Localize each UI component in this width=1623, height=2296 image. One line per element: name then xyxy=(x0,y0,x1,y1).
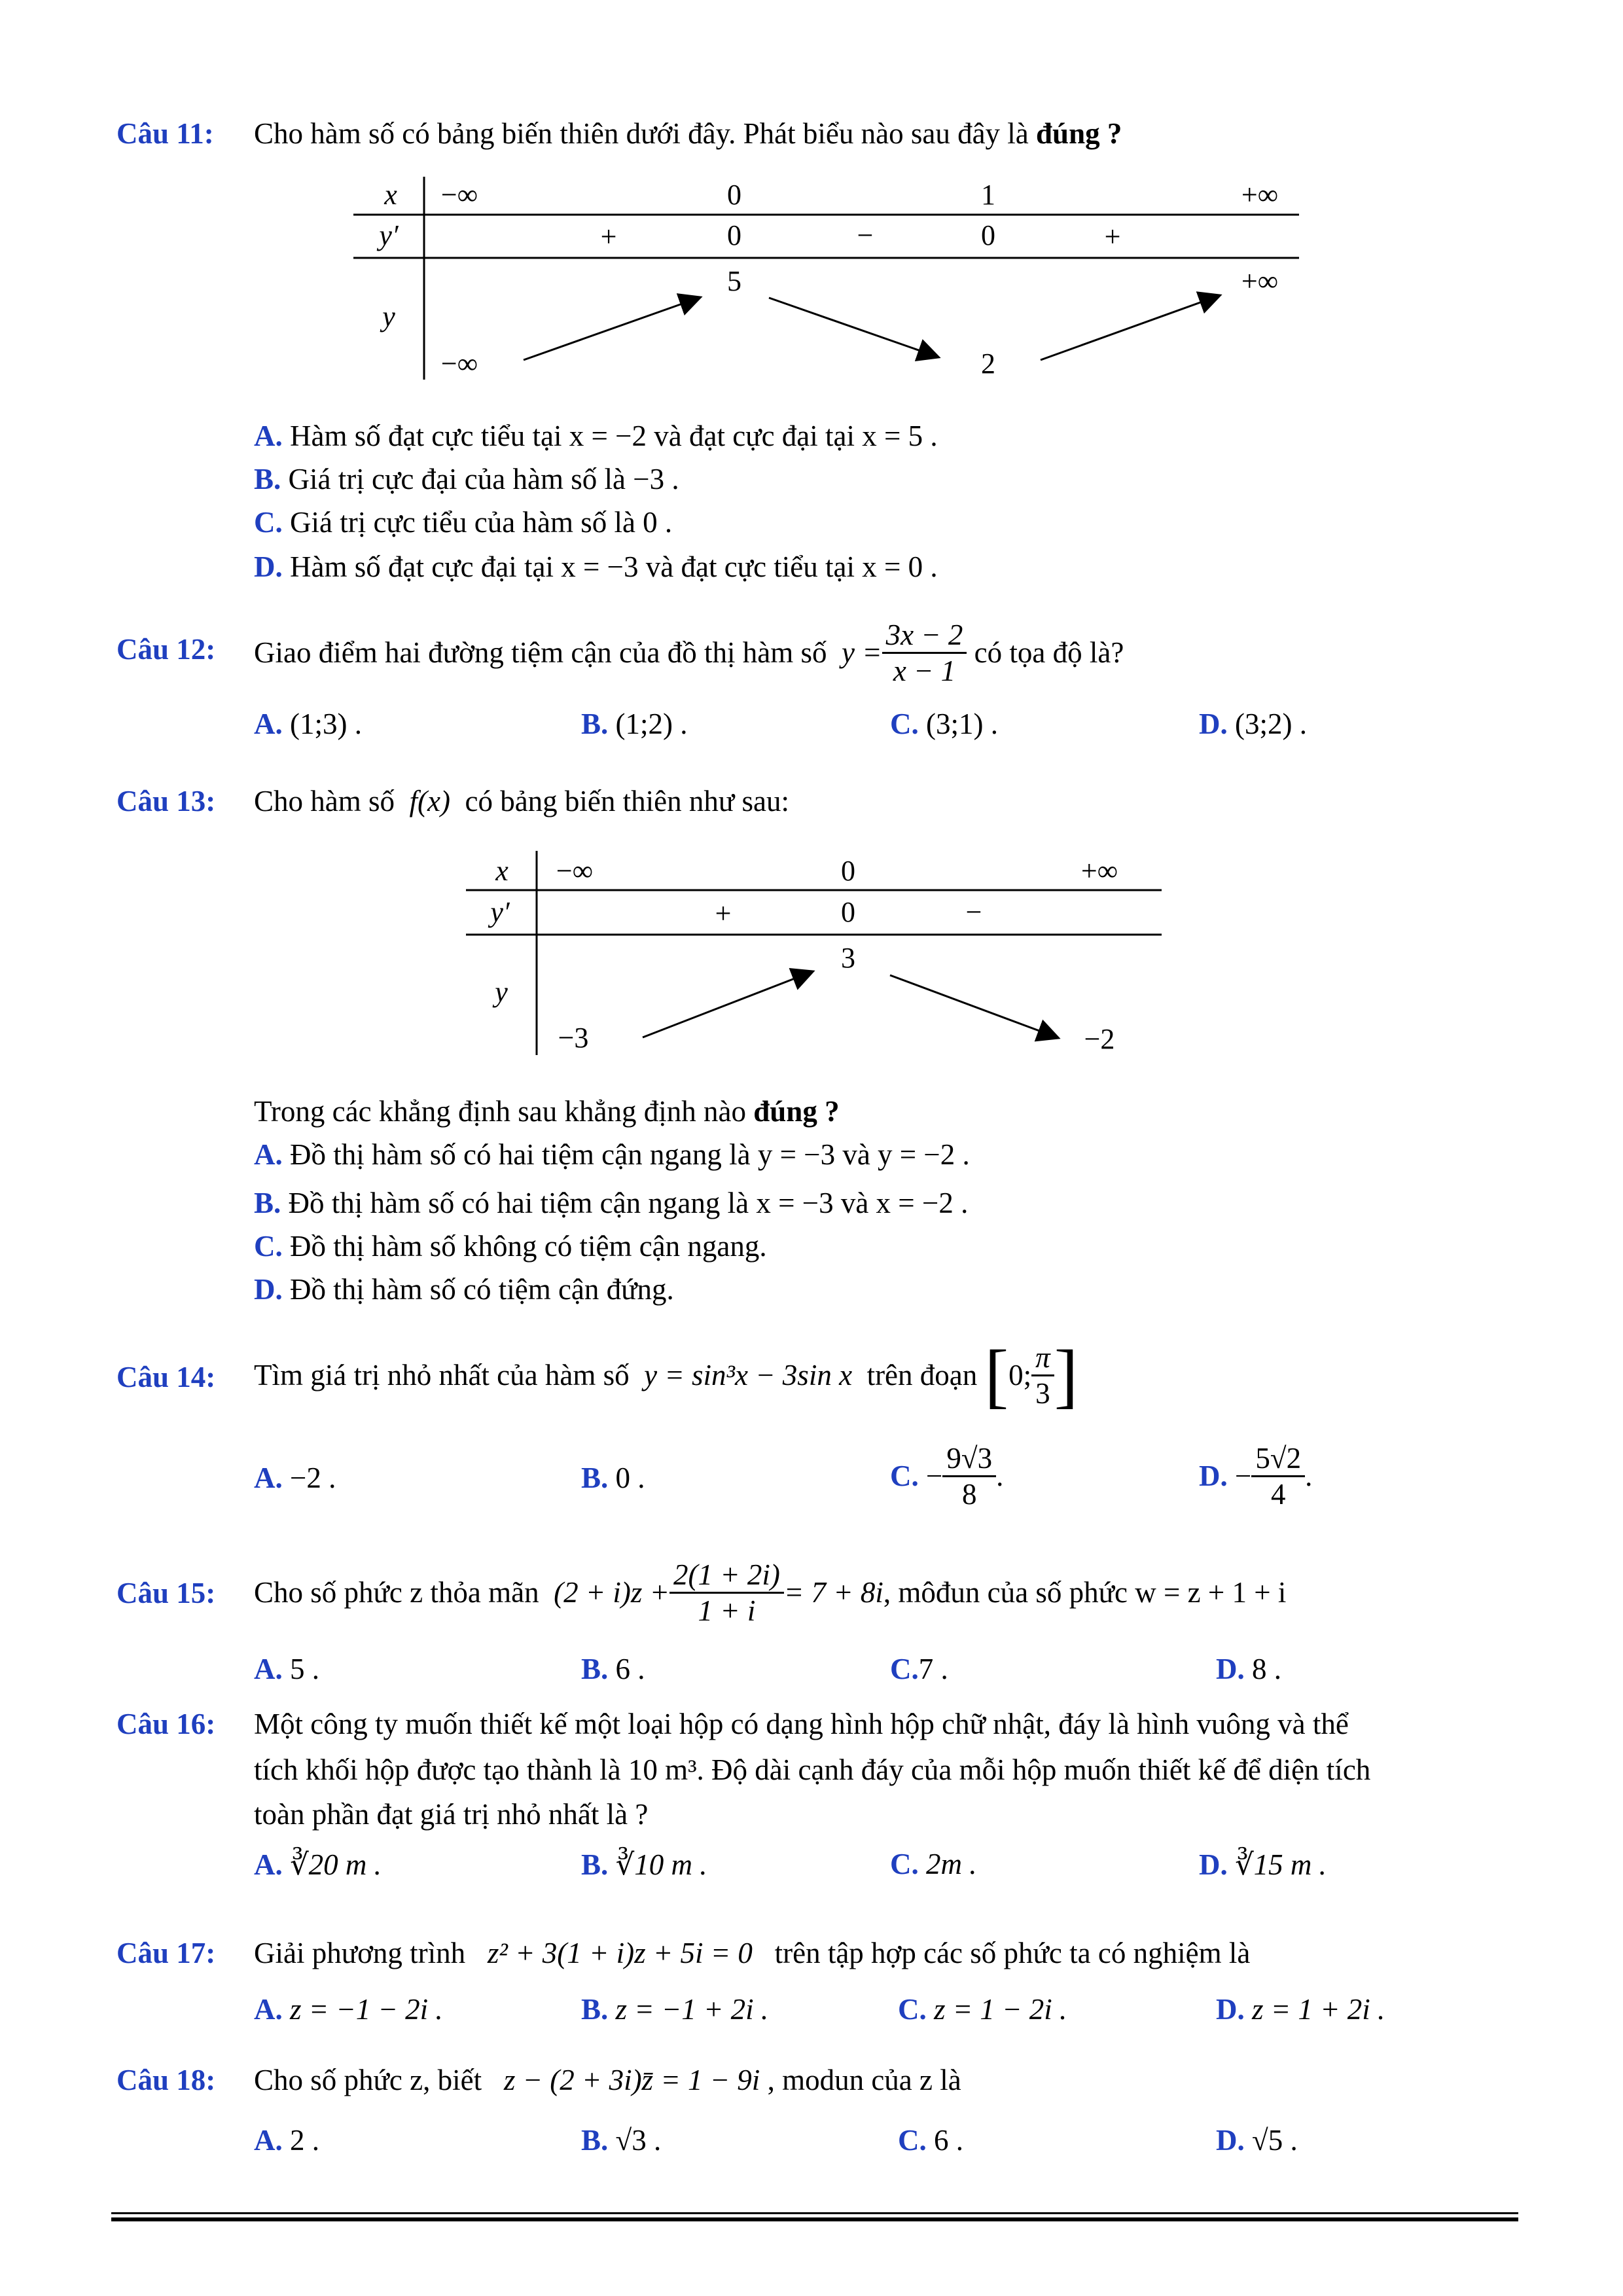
q14-option-d-letter: D. xyxy=(1199,1460,1228,1492)
q13-prompt-bold: đúng ? xyxy=(753,1095,840,1128)
q13-option-d-letter: D. xyxy=(254,1273,283,1306)
q15-frac-num: 2(1 + 2i) xyxy=(673,1558,780,1591)
q17-stem-pre: Giải phương trình xyxy=(254,1937,466,1969)
q17-option-d-letter: D. xyxy=(1216,1993,1245,2026)
q11-x-val-4: +∞ xyxy=(1241,179,1279,211)
q18-option-c-text: 6 . xyxy=(934,2124,963,2157)
q16-option-a[interactable] xyxy=(254,1847,382,1882)
q14-interval-den: 3 xyxy=(1031,1374,1054,1410)
q17-label: Câu 17: xyxy=(116,1937,216,1969)
q12-option-b-letter: B. xyxy=(581,708,609,740)
q14-option-b[interactable] xyxy=(581,1461,645,1495)
q12-frac-den: x − 1 xyxy=(882,652,967,688)
q15-option-c-letter: C. xyxy=(890,1653,919,1685)
q14-interval-left: 0; xyxy=(1008,1359,1032,1391)
q13-option-b[interactable] xyxy=(254,1186,968,1220)
q16-line-2: tích khối hộp được tạo thành là 10 m³. Độ dài cạnh đáy của mỗi hộp muốn thiết kế để diện tích xyxy=(254,1753,1371,1786)
q13-x-val-3: +∞ xyxy=(1080,855,1118,887)
q11-y-val-minf: −∞ xyxy=(440,348,478,380)
q16-line-1: Một công ty muốn thiết kế một loại hộp có dạng hình hộp chữ nhật, đáy là hình vuông và thể xyxy=(254,1708,1349,1740)
q11-yp-label: y′ xyxy=(379,219,399,251)
q18-label: Câu 18: xyxy=(116,2064,216,2096)
q11-option-c-text: Giá trị cực tiểu của hàm số là 0 . xyxy=(290,506,673,539)
q16-line-3: toàn phần đạt giá trị nhỏ nhất là ? xyxy=(254,1798,649,1831)
q11-yp-val-1: + xyxy=(600,221,617,253)
q17-stem xyxy=(254,1936,1250,1970)
q17-option-d[interactable] xyxy=(1216,1992,1385,2026)
q16-option-b-text: ∛10 m . xyxy=(615,1848,707,1881)
q14-option-c-tail: . xyxy=(996,1460,1004,1492)
q13-variation-table xyxy=(0,0,1623,1073)
q16-option-d-letter: D. xyxy=(1199,1848,1228,1881)
q17-option-c[interactable] xyxy=(898,1992,1067,2026)
q13-option-c-letter: C. xyxy=(254,1230,283,1263)
q16-option-d-text: ∛15 m . xyxy=(1235,1848,1327,1881)
q14-option-d[interactable] xyxy=(1199,1433,1312,1518)
q12-option-a-text: (1;3) . xyxy=(290,708,362,740)
q13-yp-val-3: − xyxy=(965,896,982,928)
q16-option-c-text: 2m . xyxy=(926,1848,977,1880)
q18-option-b-text: √3 . xyxy=(615,2124,662,2157)
q13-prompt xyxy=(254,1094,840,1128)
q18-option-d-text: √5 . xyxy=(1252,2124,1298,2157)
q11-x-val-3: 1 xyxy=(981,179,995,211)
q16-option-d[interactable] xyxy=(1199,1847,1327,1882)
q14-interval-frac xyxy=(1031,1340,1054,1410)
q12-label: Câu 12: xyxy=(116,633,216,666)
q13-x-val-2: 0 xyxy=(841,855,855,887)
q14-option-a[interactable] xyxy=(254,1461,336,1495)
q15-option-a-text: 5 . xyxy=(290,1653,319,1685)
q16-option-b[interactable] xyxy=(581,1847,707,1882)
q14-option-c-num: 9√3 xyxy=(946,1441,993,1475)
q15-option-d[interactable] xyxy=(1216,1652,1281,1686)
q18-stem xyxy=(254,2063,961,2097)
q18-option-c[interactable] xyxy=(898,2123,963,2157)
q14-option-b-letter: B. xyxy=(581,1462,609,1494)
q11-x-val-2: 0 xyxy=(727,179,741,211)
q12-stem-post: có tọa độ là? xyxy=(974,636,1124,669)
q13-option-b-text: Đồ thị hàm số có hai tiệm cận ngang là x = −3 và x = −2 . xyxy=(288,1187,969,1219)
q12-y-eq: y = xyxy=(841,636,882,669)
q13-option-c[interactable] xyxy=(254,1229,767,1263)
q13-stem-post: có bảng biến thiên như sau: xyxy=(465,785,789,817)
q11-x-val-1: −∞ xyxy=(440,179,478,211)
q17-stem-post: trên tập hợp các số phức ta có nghiệm là xyxy=(774,1937,1251,1969)
q18-option-a-text: 2 . xyxy=(290,2124,319,2157)
q14-option-b-text: 0 . xyxy=(615,1462,645,1494)
q12-option-c-text: (3;1) . xyxy=(926,708,998,740)
q11-x-label: x xyxy=(384,179,397,211)
q11-option-d-text: Hàm số đạt cực đại tại x = −3 và đạt cực tiểu tại x = 0 . xyxy=(290,550,938,583)
q15-option-c-text: 7 . xyxy=(918,1653,948,1685)
footer-rule-top xyxy=(111,2212,1518,2214)
q18-option-a-letter: A. xyxy=(254,2124,283,2157)
q16-label: Câu 16: xyxy=(116,1708,216,1740)
q17-option-c-letter: C. xyxy=(898,1993,927,2026)
q14-option-d-den: 4 xyxy=(1251,1475,1305,1511)
q11-option-b-letter: B. xyxy=(254,463,281,495)
q15-option-b[interactable] xyxy=(581,1652,645,1686)
q18-option-a[interactable] xyxy=(254,2123,319,2157)
q13-y-val-max: 3 xyxy=(841,942,855,974)
q11-yp-val-5: + xyxy=(1104,221,1121,253)
q11-yp-val-3: − xyxy=(857,219,874,251)
q11-stem-bold: đúng ? xyxy=(1036,117,1122,150)
q15-option-a[interactable] xyxy=(254,1652,319,1686)
q17-equation: z² + 3(1 + i)z + 5i = 0 xyxy=(487,1937,753,1969)
q13-y-val-left: −3 xyxy=(558,1022,589,1054)
q14-option-c-den: 8 xyxy=(942,1475,996,1511)
q11-option-a-text: Hàm số đạt cực tiểu tại x = −2 và đạt cực đại tại x = 5 . xyxy=(290,420,938,452)
q15-frac-den: 1 + i xyxy=(669,1592,784,1628)
q16-option-a-text: ∛20 m . xyxy=(290,1848,382,1881)
q13-option-b-letter: B. xyxy=(254,1187,281,1219)
q13-x-val-1: −∞ xyxy=(556,855,594,887)
q18-stem-post: , modun của z là xyxy=(767,2064,961,2096)
q12-stem-pre: Giao điểm hai đường tiệm cận của đồ thị hàm số xyxy=(254,636,827,669)
q14-option-d-sign: − xyxy=(1235,1460,1252,1492)
q15-option-c[interactable] xyxy=(890,1652,948,1686)
q13-table-lines xyxy=(0,0,1623,1073)
q17-option-c-text: z = 1 − 2i . xyxy=(934,1993,1067,2026)
q13-option-d[interactable] xyxy=(254,1272,674,1306)
q11-option-d-letter: D. xyxy=(254,550,283,583)
q13-func: f(x) xyxy=(409,785,450,817)
q17-option-b-letter: B. xyxy=(581,1993,609,2026)
q12-option-d-text: (3;2) . xyxy=(1235,708,1307,740)
q18-option-d[interactable] xyxy=(1216,2123,1298,2157)
q13-stem-pre: Cho hàm số xyxy=(254,785,395,817)
q13-yp-val-1: + xyxy=(715,897,732,929)
q12-option-b-text: (1;2) . xyxy=(615,708,688,740)
q13-arrow-up xyxy=(643,972,812,1037)
q17-option-b[interactable] xyxy=(581,1992,768,2026)
q13-option-a-letter: A. xyxy=(254,1138,283,1171)
q12-frac-num: 3x − 2 xyxy=(885,618,963,651)
q18-option-d-letter: D. xyxy=(1216,2124,1245,2157)
q14-bracket-right: ] xyxy=(1054,1335,1079,1415)
q13-arrow-down xyxy=(890,975,1057,1037)
q15-stem-post: , môđun của số phức w = z + 1 + i xyxy=(883,1576,1287,1609)
q13-y-label: y xyxy=(495,976,508,1008)
q16-option-c-letter: C. xyxy=(890,1848,919,1880)
q14-option-a-text: −2 . xyxy=(290,1462,336,1494)
q13-option-a-text: Đồ thị hàm số có hai tiệm cận ngang là y = −3 và y = −2 . xyxy=(290,1138,970,1171)
q15-option-b-text: 6 . xyxy=(615,1653,645,1685)
q11-yp-val-2: 0 xyxy=(727,219,741,251)
q18-equation: z − (2 + 3i)z̄ = 1 − 9i xyxy=(503,2064,760,2096)
q11-y-val-max: 5 xyxy=(727,265,741,297)
q11-stem-text: Cho hàm số có bảng biến thiên dưới đây. Phát biểu nào sau đây là xyxy=(254,117,1029,150)
q15-lhs: (2 + i)z + xyxy=(554,1576,670,1609)
q11-yp-val-4: 0 xyxy=(981,219,995,251)
q15-fraction xyxy=(669,1558,784,1628)
q18-option-b-letter: B. xyxy=(581,2124,609,2157)
footer-rule-bottom xyxy=(111,2217,1518,2221)
q16-option-a-letter: A. xyxy=(254,1848,283,1881)
q11-option-c-letter: C. xyxy=(254,506,283,539)
q13-option-c-text: Đồ thị hàm số không có tiệm cận ngang. xyxy=(290,1230,767,1263)
q14-option-c-sign: − xyxy=(926,1460,943,1492)
q11-label: Câu 11: xyxy=(116,117,214,150)
q15-option-d-text: 8 . xyxy=(1252,1653,1281,1685)
q14-option-c-frac xyxy=(942,1441,996,1511)
q11-option-b-text: Giá trị cực đại của hàm số là −3 . xyxy=(288,463,679,495)
q13-prompt-text: Trong các khẳng định sau khẳng định nào xyxy=(254,1095,746,1128)
q14-option-c[interactable] xyxy=(890,1433,1003,1518)
q13-label: Câu 13: xyxy=(116,785,216,817)
q15-stem-pre: Cho số phức z thỏa mãn xyxy=(254,1576,539,1609)
q13-y-val-right: −2 xyxy=(1084,1023,1115,1055)
q17-option-d-text: z = 1 + 2i . xyxy=(1252,1993,1385,2026)
q13-x-label: x xyxy=(495,855,508,887)
q14-interval-num: π xyxy=(1035,1340,1050,1374)
q11-y-val-pinf: +∞ xyxy=(1241,265,1279,297)
q14-stem-pre: Tìm giá trị nhỏ nhất của hàm số xyxy=(254,1359,630,1391)
q14-stem-mid: trên đoạn xyxy=(866,1359,978,1391)
q18-option-b[interactable] xyxy=(581,2123,661,2157)
q11-option-a-letter: A. xyxy=(254,420,283,452)
q16-option-b-letter: B. xyxy=(581,1848,609,1881)
q11-y-label: y xyxy=(382,300,395,332)
q15-option-b-letter: B. xyxy=(581,1653,609,1685)
q18-option-c-letter: C. xyxy=(898,2124,927,2157)
q14-func: y = sin³x − 3sin x xyxy=(644,1359,853,1391)
q12-option-c-letter: C. xyxy=(890,708,919,740)
q13-option-a[interactable] xyxy=(254,1138,970,1172)
q15-stem xyxy=(254,1550,1286,1635)
q13-yp-val-2: 0 xyxy=(841,896,855,928)
q12-option-d-letter: D. xyxy=(1199,708,1228,740)
q17-option-a-text: z = −1 − 2i . xyxy=(290,1993,443,2026)
q17-option-b-text: z = −1 + 2i . xyxy=(615,1993,769,2026)
q14-option-a-letter: A. xyxy=(254,1462,283,1494)
q17-option-a[interactable] xyxy=(254,1992,443,2026)
q15-rhs: = 7 + 8i xyxy=(783,1576,883,1609)
q14-label: Câu 14: xyxy=(116,1361,216,1393)
q11-y-val-min: 2 xyxy=(981,348,995,380)
q15-option-a-letter: A. xyxy=(254,1653,283,1685)
q14-stem xyxy=(254,1333,1078,1418)
q14-option-d-num: 5√2 xyxy=(1255,1441,1302,1475)
q14-option-c-letter: C. xyxy=(890,1460,919,1492)
q14-option-d-tail: . xyxy=(1305,1460,1313,1492)
q14-option-d-frac xyxy=(1251,1441,1305,1511)
q14-bracket-left: [ xyxy=(984,1335,1009,1415)
q17-option-a-letter: A. xyxy=(254,1993,283,2026)
q13-yp-label: y′ xyxy=(490,896,510,928)
q15-option-d-letter: D. xyxy=(1216,1653,1245,1685)
q15-label: Câu 15: xyxy=(116,1577,216,1609)
q18-stem-pre: Cho số phức z, biết xyxy=(254,2064,482,2096)
q13-option-d-text: Đồ thị hàm số có tiệm cận đứng. xyxy=(290,1273,674,1306)
q12-option-a-letter: A. xyxy=(254,708,283,740)
q16-option-c[interactable] xyxy=(890,1847,977,1881)
